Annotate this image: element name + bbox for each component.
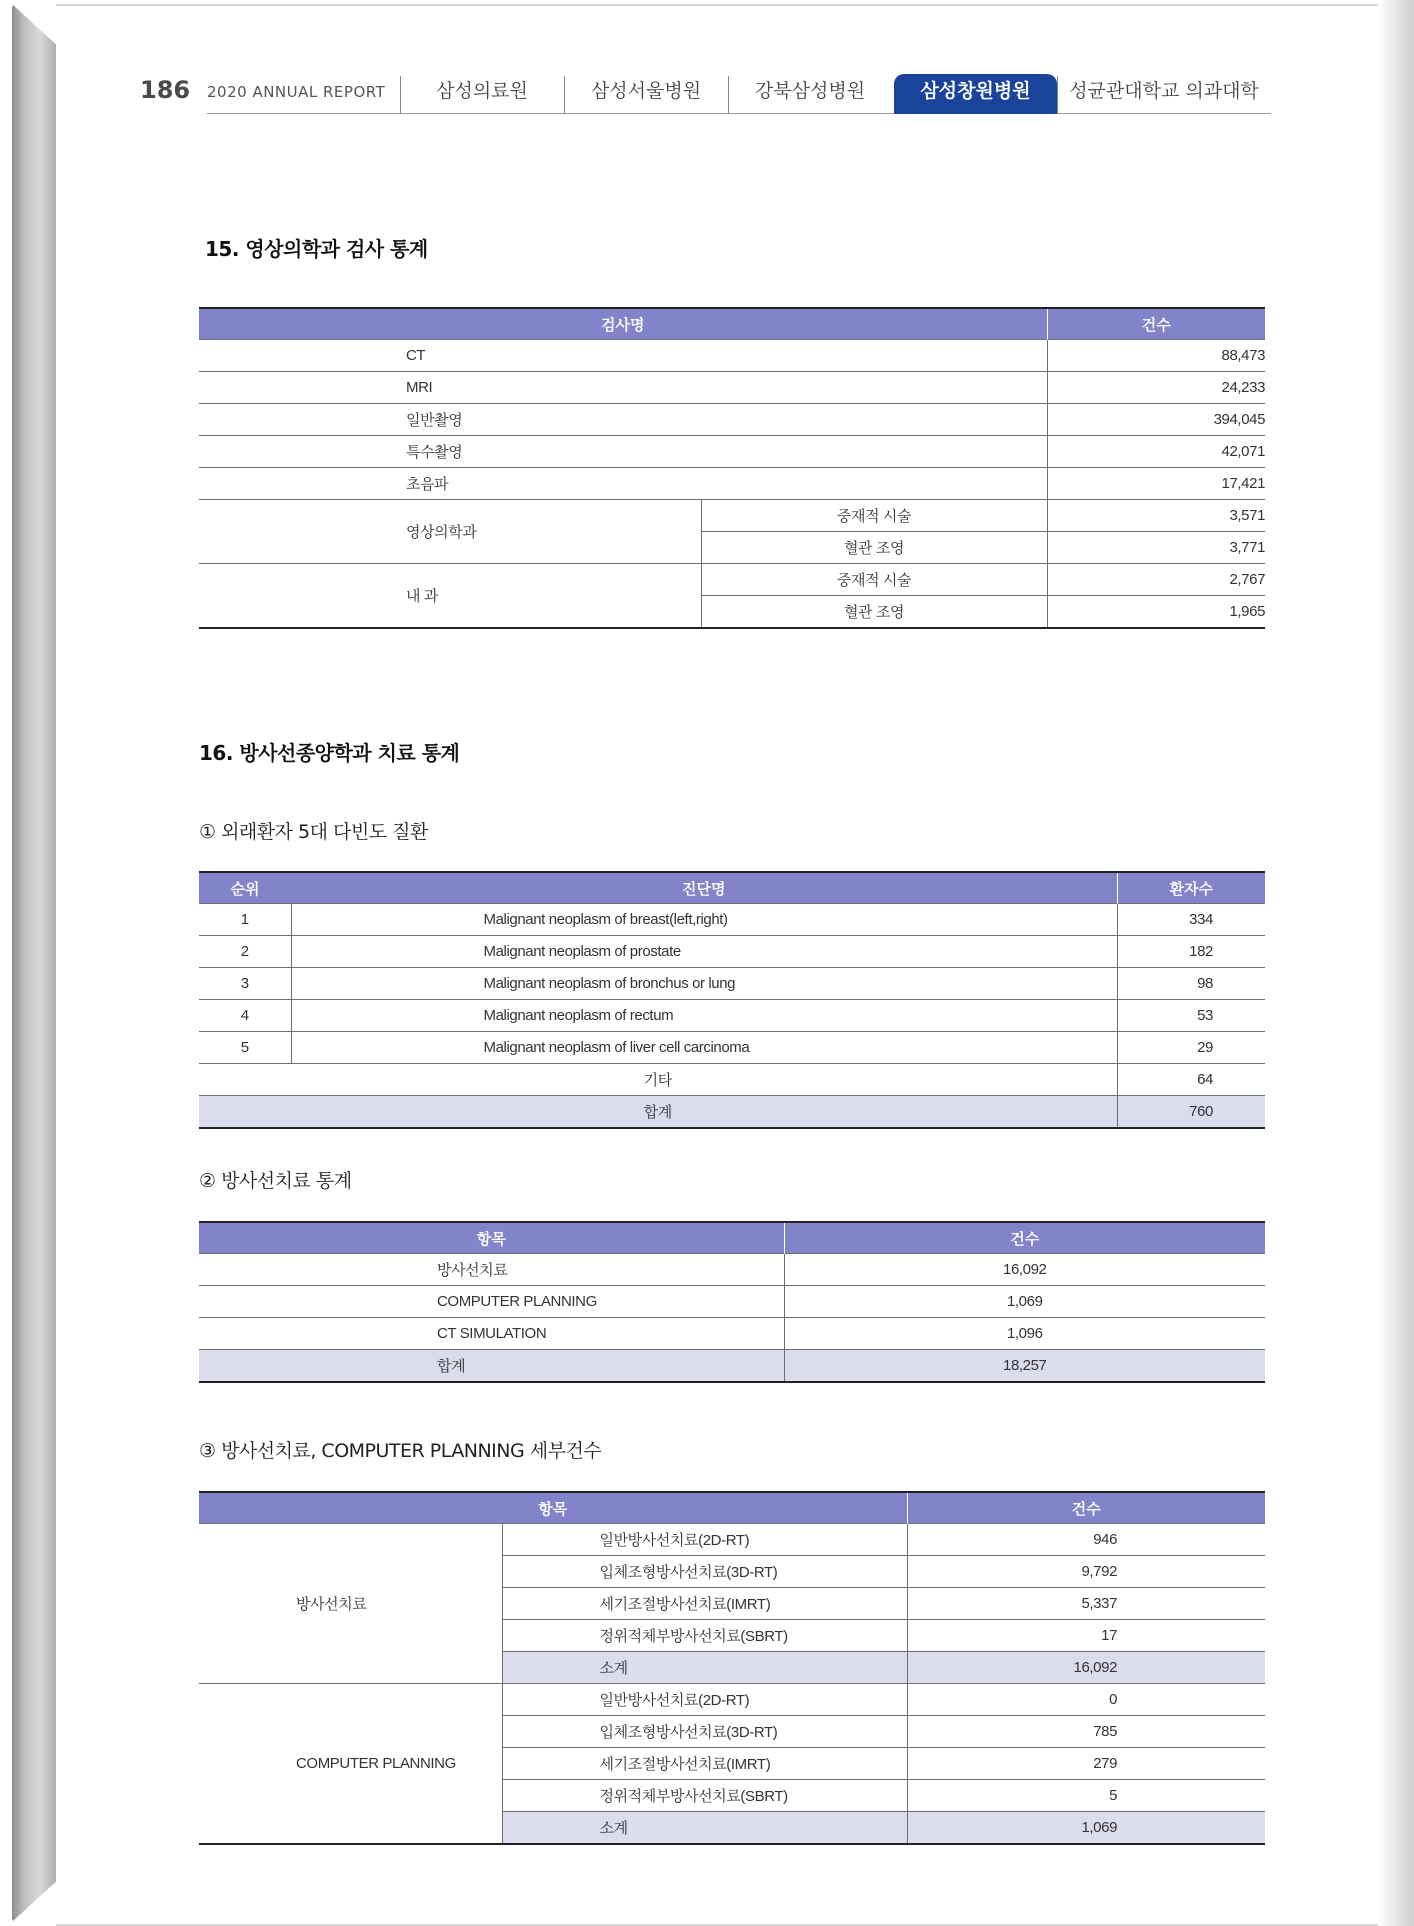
sub-exam-name: 중재적 시술 bbox=[701, 564, 1047, 596]
treatment-type: 세기조절방사선치료(IMRT) bbox=[502, 1588, 907, 1620]
diagnosis-cell: Malignant neoplasm of bronchus or lung bbox=[291, 968, 1117, 1000]
exam-count: 3,571 bbox=[1047, 500, 1265, 532]
col-header-count: 건수 bbox=[1047, 308, 1265, 340]
subtotal-label: 소계 bbox=[502, 1652, 907, 1684]
table-row bbox=[199, 1254, 1265, 1286]
exam-count: 3,771 bbox=[1047, 532, 1265, 564]
patients-cell: 98 bbox=[1117, 968, 1265, 1000]
treatment-type: 입체조형방사선치료(3D-RT) bbox=[502, 1556, 907, 1588]
subtotal-value: 1,069 bbox=[907, 1812, 1265, 1845]
col-header-diagnosis: 진단명 bbox=[291, 872, 1117, 904]
exam-count: 1,965 bbox=[1047, 596, 1265, 629]
group-name: COMPUTER PLANNING bbox=[199, 1684, 502, 1845]
tab-kangbuk-samsung-hospital[interactable]: 강북삼성병원 bbox=[754, 80, 866, 102]
group-name: 영상의학과 bbox=[199, 500, 701, 564]
exam-name: 일반촬영 bbox=[199, 404, 1047, 436]
item-cell: COMPUTER PLANNING bbox=[199, 1286, 784, 1318]
exam-name: MRI bbox=[199, 372, 1047, 404]
sub-exam-name: 혈관 조영 bbox=[701, 532, 1047, 564]
tab-samsung-changwon-hospital[interactable]: 삼성창원병원 bbox=[894, 74, 1057, 114]
book-spine bbox=[12, 4, 58, 1922]
exam-count: 17,421 bbox=[1047, 468, 1265, 500]
col-header-patients: 환자수 bbox=[1117, 872, 1265, 904]
subtotal-value: 16,092 bbox=[907, 1652, 1265, 1684]
table-row-total bbox=[199, 1350, 1265, 1383]
table-row bbox=[199, 1032, 1265, 1064]
patients-cell: 29 bbox=[1117, 1032, 1265, 1064]
count-cell: 1,069 bbox=[784, 1286, 1265, 1318]
table-row bbox=[199, 936, 1265, 968]
treatment-type: 입체조형방사선치료(3D-RT) bbox=[502, 1716, 907, 1748]
table-row bbox=[199, 500, 1265, 532]
subsection-1-title: ① 외래환자 5대 다빈도 질환 bbox=[199, 821, 428, 843]
count-cell: 279 bbox=[907, 1748, 1265, 1780]
count-cell: 9,792 bbox=[907, 1556, 1265, 1588]
other-value: 64 bbox=[1117, 1064, 1265, 1096]
table-row bbox=[199, 1318, 1265, 1350]
col-header-count: 건수 bbox=[784, 1222, 1265, 1254]
treatment-type: 일반방사선치료(2D-RT) bbox=[502, 1524, 907, 1556]
exam-count: 88,473 bbox=[1047, 340, 1265, 372]
table-row bbox=[199, 968, 1265, 1000]
rank-cell: 4 bbox=[199, 1000, 291, 1032]
exam-count: 24,233 bbox=[1047, 372, 1265, 404]
exam-name: 특수촬영 bbox=[199, 436, 1047, 468]
tab-samsung-medical-center[interactable]: 삼성의료원 bbox=[436, 80, 528, 102]
outpatient-disease-table bbox=[199, 871, 1265, 1129]
exam-name: CT bbox=[199, 340, 1047, 372]
col-header-rank: 순위 bbox=[199, 872, 291, 904]
table-row-other bbox=[199, 1064, 1265, 1096]
exam-count: 42,071 bbox=[1047, 436, 1265, 468]
col-header-item: 항목 bbox=[199, 1222, 784, 1254]
rank-cell: 5 bbox=[199, 1032, 291, 1064]
exam-name: 초음파 bbox=[199, 468, 1047, 500]
table-header-row bbox=[199, 1222, 1265, 1254]
page-number: 186 bbox=[140, 76, 191, 104]
rank-cell: 3 bbox=[199, 968, 291, 1000]
diagnosis-cell: Malignant neoplasm of liver cell carcinoma bbox=[291, 1032, 1117, 1064]
exam-count: 2,767 bbox=[1047, 564, 1265, 596]
total-value: 760 bbox=[1117, 1096, 1265, 1129]
count-cell: 0 bbox=[907, 1684, 1265, 1716]
table-row bbox=[199, 1524, 1265, 1556]
tab-skku-medicine[interactable]: 성균관대학교 의과대학 bbox=[1069, 80, 1259, 102]
table-header-row bbox=[199, 872, 1265, 904]
radiotherapy-stats-table bbox=[199, 1221, 1265, 1383]
count-cell: 5 bbox=[907, 1780, 1265, 1812]
table-header-row bbox=[199, 1492, 1265, 1524]
section-15-title: 15. 영상의학과 검사 통계 bbox=[205, 237, 428, 261]
diagnosis-cell: Malignant neoplasm of rectum bbox=[291, 1000, 1117, 1032]
imaging-exam-table bbox=[199, 307, 1265, 629]
other-label: 기타 bbox=[199, 1064, 1117, 1096]
treatment-type: 정위적체부방사선치료(SBRT) bbox=[502, 1620, 907, 1652]
table-row bbox=[199, 1000, 1265, 1032]
total-label: 합계 bbox=[199, 1350, 784, 1383]
count-cell: 1,096 bbox=[784, 1318, 1265, 1350]
total-label: 합계 bbox=[199, 1096, 1117, 1129]
item-cell: 방사선치료 bbox=[199, 1254, 784, 1286]
treatment-type: 정위적체부방사선치료(SBRT) bbox=[502, 1780, 907, 1812]
rank-cell: 2 bbox=[199, 936, 291, 968]
col-header-count: 건수 bbox=[907, 1492, 1265, 1524]
table-row-total bbox=[199, 1096, 1265, 1129]
table-row bbox=[199, 1286, 1265, 1318]
sub-exam-name: 중재적 시술 bbox=[701, 500, 1047, 532]
count-cell: 17 bbox=[907, 1620, 1265, 1652]
table-row bbox=[199, 404, 1265, 436]
col-header-item: 항목 bbox=[199, 1492, 907, 1524]
treatment-type: 세기조절방사선치료(IMRT) bbox=[502, 1748, 907, 1780]
subtotal-label: 소계 bbox=[502, 1812, 907, 1845]
diagnosis-cell: Malignant neoplasm of prostate bbox=[291, 936, 1117, 968]
table-row bbox=[199, 468, 1265, 500]
total-value: 18,257 bbox=[784, 1350, 1265, 1383]
col-header-exam-name: 검사명 bbox=[199, 308, 1047, 340]
table-row bbox=[199, 904, 1265, 936]
table-row bbox=[199, 436, 1265, 468]
section-16-title: 16. 방사선종양학과 치료 통계 bbox=[199, 741, 460, 765]
table-header-row bbox=[199, 308, 1265, 340]
count-cell: 785 bbox=[907, 1716, 1265, 1748]
radiotherapy-detail-table bbox=[199, 1491, 1265, 1845]
count-cell: 16,092 bbox=[784, 1254, 1265, 1286]
group-name: 내 과 bbox=[199, 564, 701, 629]
tab-samsung-seoul-hospital[interactable]: 삼성서울병원 bbox=[590, 80, 702, 102]
diagnosis-cell: Malignant neoplasm of breast(left,right) bbox=[291, 904, 1117, 936]
exam-count: 394,045 bbox=[1047, 404, 1265, 436]
count-cell: 5,337 bbox=[907, 1588, 1265, 1620]
subsection-2-title: ② 방사선치료 통계 bbox=[199, 1170, 352, 1192]
patients-cell: 182 bbox=[1117, 936, 1265, 968]
treatment-type: 일반방사선치료(2D-RT) bbox=[502, 1684, 907, 1716]
rank-cell: 1 bbox=[199, 904, 291, 936]
table-row bbox=[199, 340, 1265, 372]
patients-cell: 334 bbox=[1117, 904, 1265, 936]
subsection-3-title: ③ 방사선치료, COMPUTER PLANNING 세부건수 bbox=[199, 1440, 602, 1462]
table-row bbox=[199, 564, 1265, 596]
item-cell: CT SIMULATION bbox=[199, 1318, 784, 1350]
sub-exam-name: 혈관 조영 bbox=[701, 596, 1047, 629]
page-edge-shadow bbox=[1378, 0, 1414, 1926]
table-row bbox=[199, 1684, 1265, 1716]
group-name: 방사선치료 bbox=[199, 1524, 502, 1684]
table-row bbox=[199, 372, 1265, 404]
report-title: 2020 ANNUAL REPORT bbox=[207, 83, 386, 101]
count-cell: 946 bbox=[907, 1524, 1265, 1556]
patients-cell: 53 bbox=[1117, 1000, 1265, 1032]
